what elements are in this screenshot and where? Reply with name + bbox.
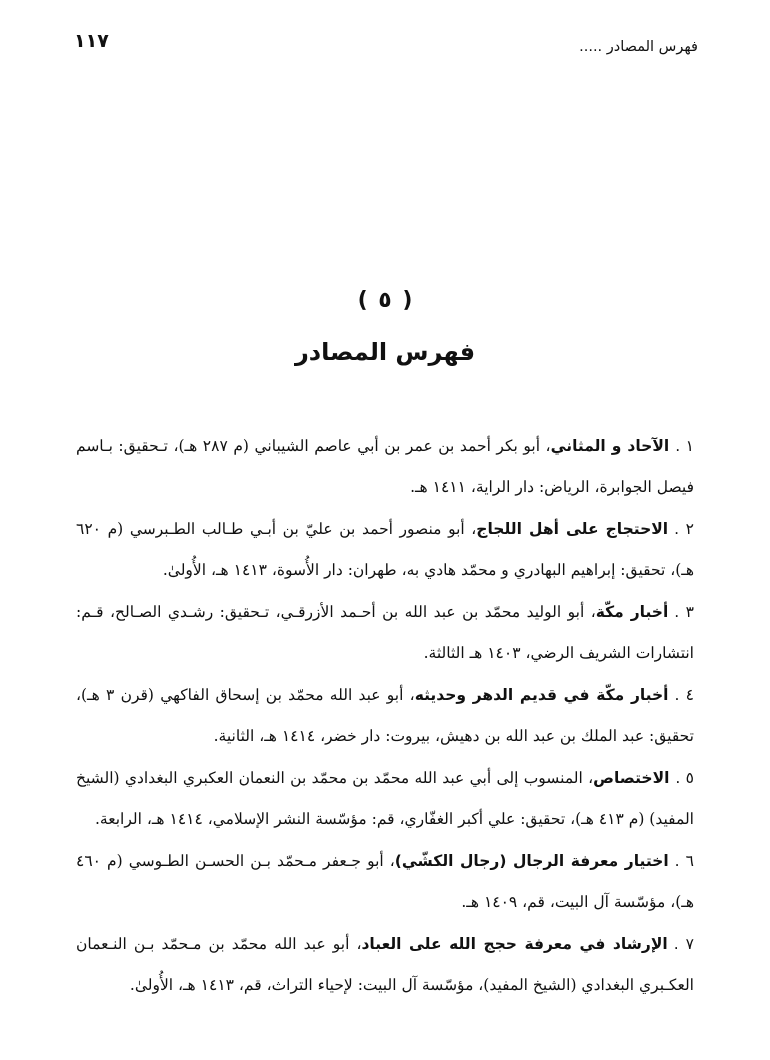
page-number: ١١٧ [74,30,109,52]
chapter-number: ( ٥ ) [357,288,413,313]
entry-text: ، أبو بكر أحمد بن عمر بن أبي عاصم الشيباني (م ٢٨٧ هـ)، تـحقيق: بـاسم فيصل الجوابرة، الرياض: دار الراية، ١٤١١ هـ. [76,437,694,496]
entry-number: ٤ . [674,686,694,704]
bibliography-entry [76,426,694,508]
entry-text: ، أبو منصور أحمد بن عليّ بن أبـي طـالب الطـبرسي (م ٦٢٠ هـ)، تحقيق: إبراهيم البهادري و محمّد هادي به، طهران: دار الأُسوة، ١٤١٣ هـ، الأُولىٰ. [76,520,694,579]
entry-text: ، المنسوب إلى أبي عبد الله محمّد بن محمّد بن النعمان العكبري البغدادي (الشيخ المفيد) (م ٤١٣ هـ)، تحقيق: علي أكبر الغفّاري، قم: مؤسّسة النشر الإسلامي، ١٤١٤ هـ، الرابعة. [76,769,694,828]
entry-number: ٣ . [674,603,694,621]
entry-text: ، أبو الوليد محمّد بن عبد الله بن أحـمد الأزرقـي، تـحقيق: رشـدي الصـالح، قـم: انتشارات الشريف الرضي، ١٤٠٣ هـ الثالثة. [76,603,694,662]
entry-number: ٥ . [675,769,694,787]
entry-title: الاختصاص [593,769,670,787]
entry-title: الاحتجاج على أهل اللجاج [476,520,669,538]
entry-number: ٢ . [674,520,694,538]
chapter-title: فهرس المصادر [294,338,476,366]
bibliography-entry [76,675,694,757]
entry-number: ١ . [675,437,694,455]
bibliography-entry [76,924,694,1006]
entry-text: ، أبو جـعفر مـحمّد بـن الحسـن الطـوسي (م ٤٦٠ هـ)، مؤسّسة آل البيت، قم، ١٤٠٩ هـ. [76,852,694,911]
entry-title: الآحاد و المثاني [550,437,670,455]
entry-title: أخبار مكّة [595,603,669,621]
entry-number: ٧ . [673,935,694,953]
running-title: فهرس المصادر ..... [579,39,698,55]
bibliography-entry [76,841,694,923]
entry-number: ٦ . [674,852,694,870]
bibliography-list [76,426,694,1007]
entry-title: الإرشاد في معرفة حجج الله على العباد [361,935,668,953]
entry-text: ، أبو عبد الله محمّد بن إسحاق الفاكهي (قرن ٣ هـ)، تحقيق: عبد الملك بن عبد الله بن دهيش، بيروت: دار خضر، ١٤١٤ هـ، الثانية. [76,686,694,745]
page-header [74,30,698,60]
entry-title: اختيار معرفة الرجال (رجال الكشّي) [394,852,669,870]
entry-title: أخبار مكّة في قديم الدهر وحديثه [414,686,669,704]
bibliography-entry [76,592,694,674]
entry-text: ، أبو عبد الله محمّد بن مـحمّد بـن النـعمان العكـبري البغدادي (الشيخ المفيد)، مؤسّسة آل البيت: لإحياء التراث، قم، ١٤١٣ هـ، الأُولىٰ. [76,935,694,994]
bibliography-entry [76,509,694,591]
bibliography-entry [76,758,694,840]
